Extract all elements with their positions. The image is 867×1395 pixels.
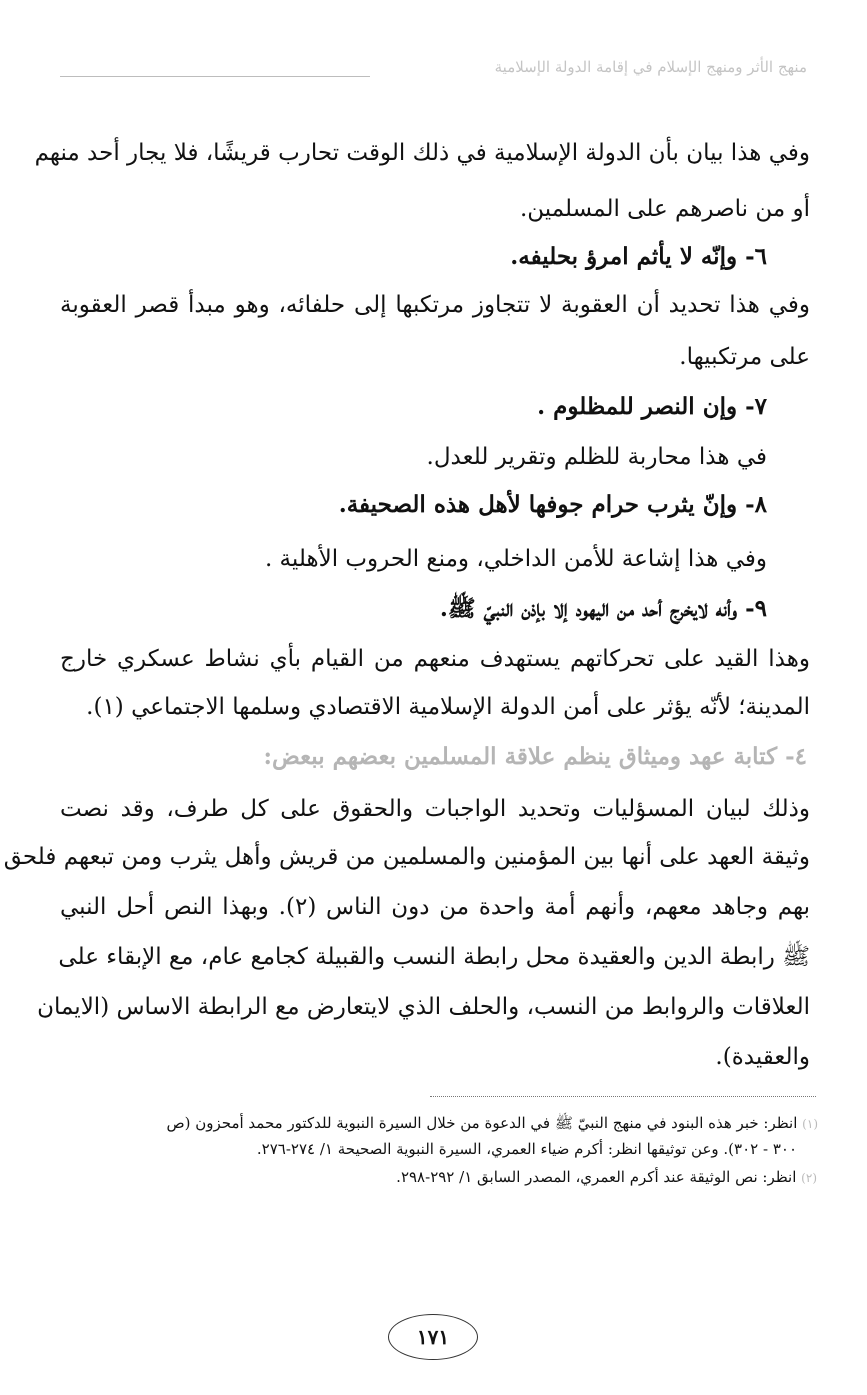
footnote-text: انظر: نص الوثيقة عند أكرم العمري، المصدر السابق ١/ ٢٩٢-٢٩٨.: [396, 1168, 797, 1186]
footnote-text: ٣٠٠ - ٣٠٢). وعن توثيقها انظر: أكرم ضياء العمري، السيرة النبوية الصحيحة ١/ ٢٧٤-٢٧٦.: [256, 1140, 797, 1158]
body-line: والعقيدة).: [715, 1044, 810, 1070]
body-line: وثيقة العهد على أنها بين المؤمنين والمسلمين من قريش وأهل يثرب ومن تبعهم فلحق: [3, 844, 810, 870]
section-heading: ٤- كتابة عهد وميثاق ينظم علاقة المسلمين بعضهم ببعض:: [263, 743, 807, 770]
body-line: في هذا محاربة للظلم وتقرير للعدل.: [426, 444, 767, 470]
body-line: وفي هذا تحديد أن العقوبة لا تتجاوز مرتكبها إلى حلفائه، وهو مبدأ قصر العقوبة: [60, 292, 810, 318]
body-line: وفي هذا إشاعة للأمن الداخلي، ومنع الحروب الأهلية .: [264, 546, 767, 572]
body-line: العلاقات والروابط من النسب، والحلف الذي لايتعارض مع الرابطة الاساس (الايمان: [37, 994, 810, 1020]
body-line: المدينة؛ لأنّه يؤثر على أمن الدولة الإسلامية الاقتصادي وسلمها الاجتماعي (١).: [86, 694, 810, 720]
footnote-marker: (٢): [801, 1171, 817, 1185]
running-header: منهج الأثر ومنهج الإسلام في إقامة الدولة الإسلامية: [494, 58, 807, 76]
footnote-rule: [430, 1096, 816, 1097]
footnote-text: انظر: خبر هذه البنود في منهج النبيّ ﷺ في الدعوة من خلال السيرة النبوية للدكتور محمد أمحزون (ص: [166, 1114, 798, 1132]
footnote-marker: (١): [802, 1117, 818, 1131]
body-line: ﷺ رابطة الدين والعقيدة محل رابطة النسب والقبيلة كجامع عام، مع الإبقاء على: [58, 944, 810, 970]
clause-heading: ٦- وإنّه لا يأثم امرؤ بحليفه.: [510, 243, 767, 270]
page-number: ١٧١: [416, 1325, 450, 1349]
page-number-ornament: [388, 1314, 478, 1360]
clause-heading: ٧- وإن النصر للمظلوم .: [537, 393, 767, 420]
footnote: [60, 1112, 818, 1134]
body-line: وذلك لبيان المسؤليات وتحديد الواجبات والحقوق على كل طرف، وقد نصت: [60, 796, 810, 822]
body-line: وفي هذا بيان بأن الدولة الإسلامية في ذلك الوقت تحارب قريشًا، فلا يجار أحد منهم: [34, 140, 810, 166]
header-rule: [60, 76, 370, 77]
footnote: [257, 1138, 797, 1160]
body-line: بهم وجاهد معهم، وأنهم أمة واحدة من دون الناس (٢). وبهذا النص أحل النبي: [60, 894, 811, 920]
body-line: وهذا القيد على تحركاتهم يستهدف منعهم من القيام بأي نشاط عسكري خارج: [60, 646, 810, 672]
body-line: على مرتكبيها.: [679, 344, 810, 370]
clause-heading: ٨- وإنّ يثرب حرام جوفها لأهل هذه الصحيفة.: [338, 491, 767, 518]
footnote: [396, 1166, 817, 1188]
clause-heading: ٩- وأنه لايخرج أحد من اليهود إلا بإذن النبيّ ﷺ.: [439, 595, 767, 622]
body-line: أو من ناصرهم على المسلمين.: [519, 196, 810, 222]
